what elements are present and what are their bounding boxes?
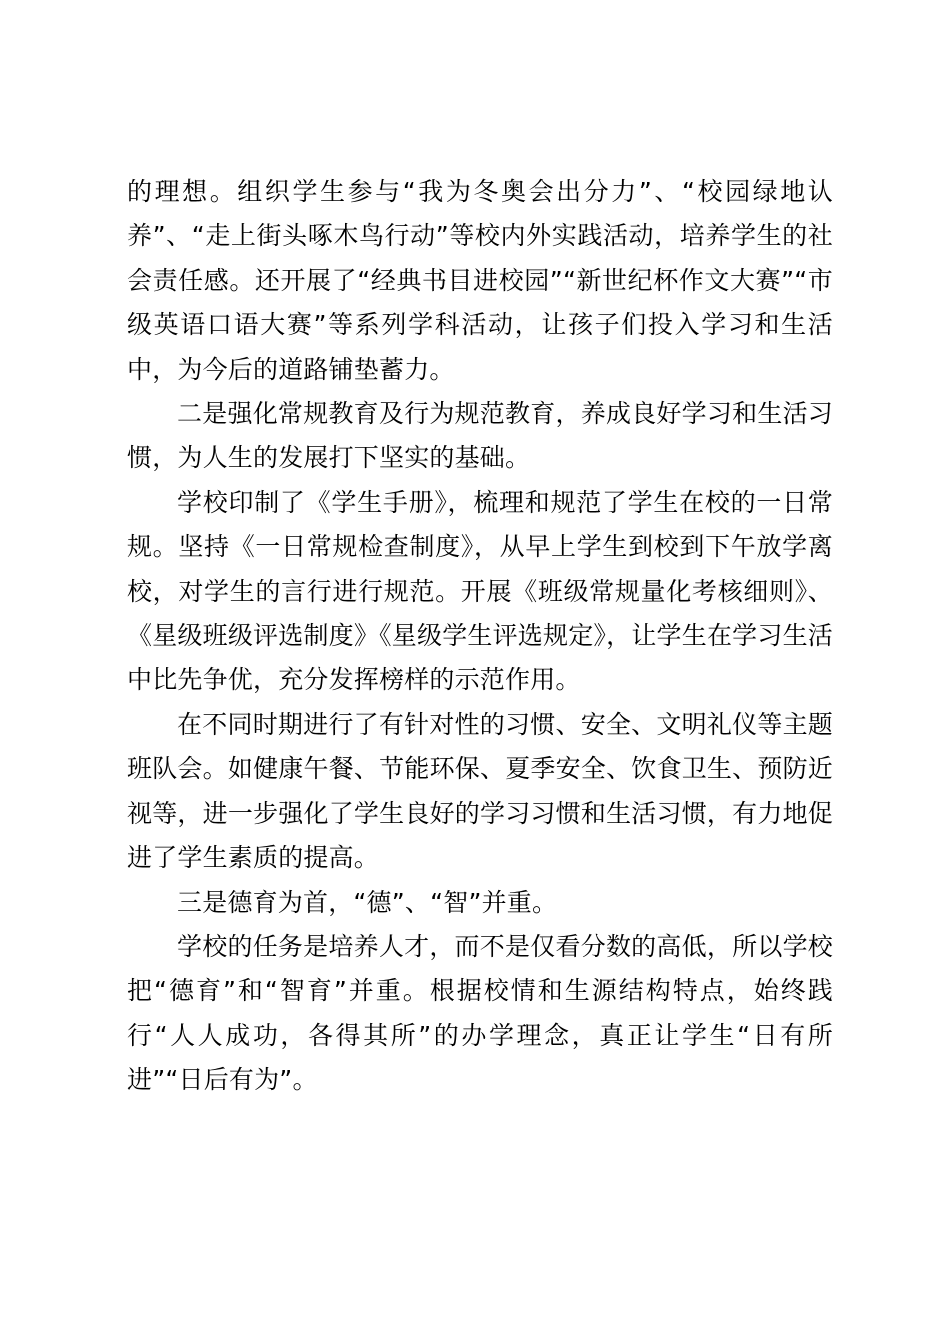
paragraph-routine-education: 二是强化常规教育及行为规范教育，养成良好学习和生活习惯，为人生的发展打下坚实的基础。 [127,399,833,473]
paragraph-school-mission: 学校的任务是培养人才，而不是仅看分数的高低，所以学校把“德育”和“智育”并重。根据校情和生源结构特点，始终践行“人人成功，各得其所”的办学理念，真正让学生“日有所进”“日后有为”。 [127,931,833,1095]
paragraph-student-handbook: 学校印制了《学生手册》，梳理和规范了学生在校的一日常规。坚持《一日常规检查制度》，从早上学生到校到下午放学离校，对学生的言行进行规范。开展《班级常规量化考核细则》、《星级班级评选制度》《星级学生评选规定》，让学生在学习生活中比先争优，充分发挥榜样的示范作用。 [127,487,833,695]
paragraph-class-meetings: 在不同时期进行了有针对性的习惯、安全、文明礼仪等主题班队会。如健康午餐、节能环保、夏季安全、饮食卫生、预防近视等，进一步强化了学生良好的学习习惯和生活习惯，有力地促进了学生素质的提高。 [127,709,833,873]
paragraph-continuation: 的理想。组织学生参与“我为冬奥会出分力”、“校园绿地认养”、“走上街头啄木鸟行动”等校内外实践活动，培养学生的社会责任感。还开展了“经典书目进校园”“新世纪杯作文大赛”“市级英语口语大赛”等系列学科活动，让孩子们投入学习和生活中，为今后的道路铺垫蓄力。 [127,177,833,384]
paragraph-moral-first: 三是德育为首，“德”、“智”并重。 [177,887,558,917]
document-body [127,170,833,1103]
